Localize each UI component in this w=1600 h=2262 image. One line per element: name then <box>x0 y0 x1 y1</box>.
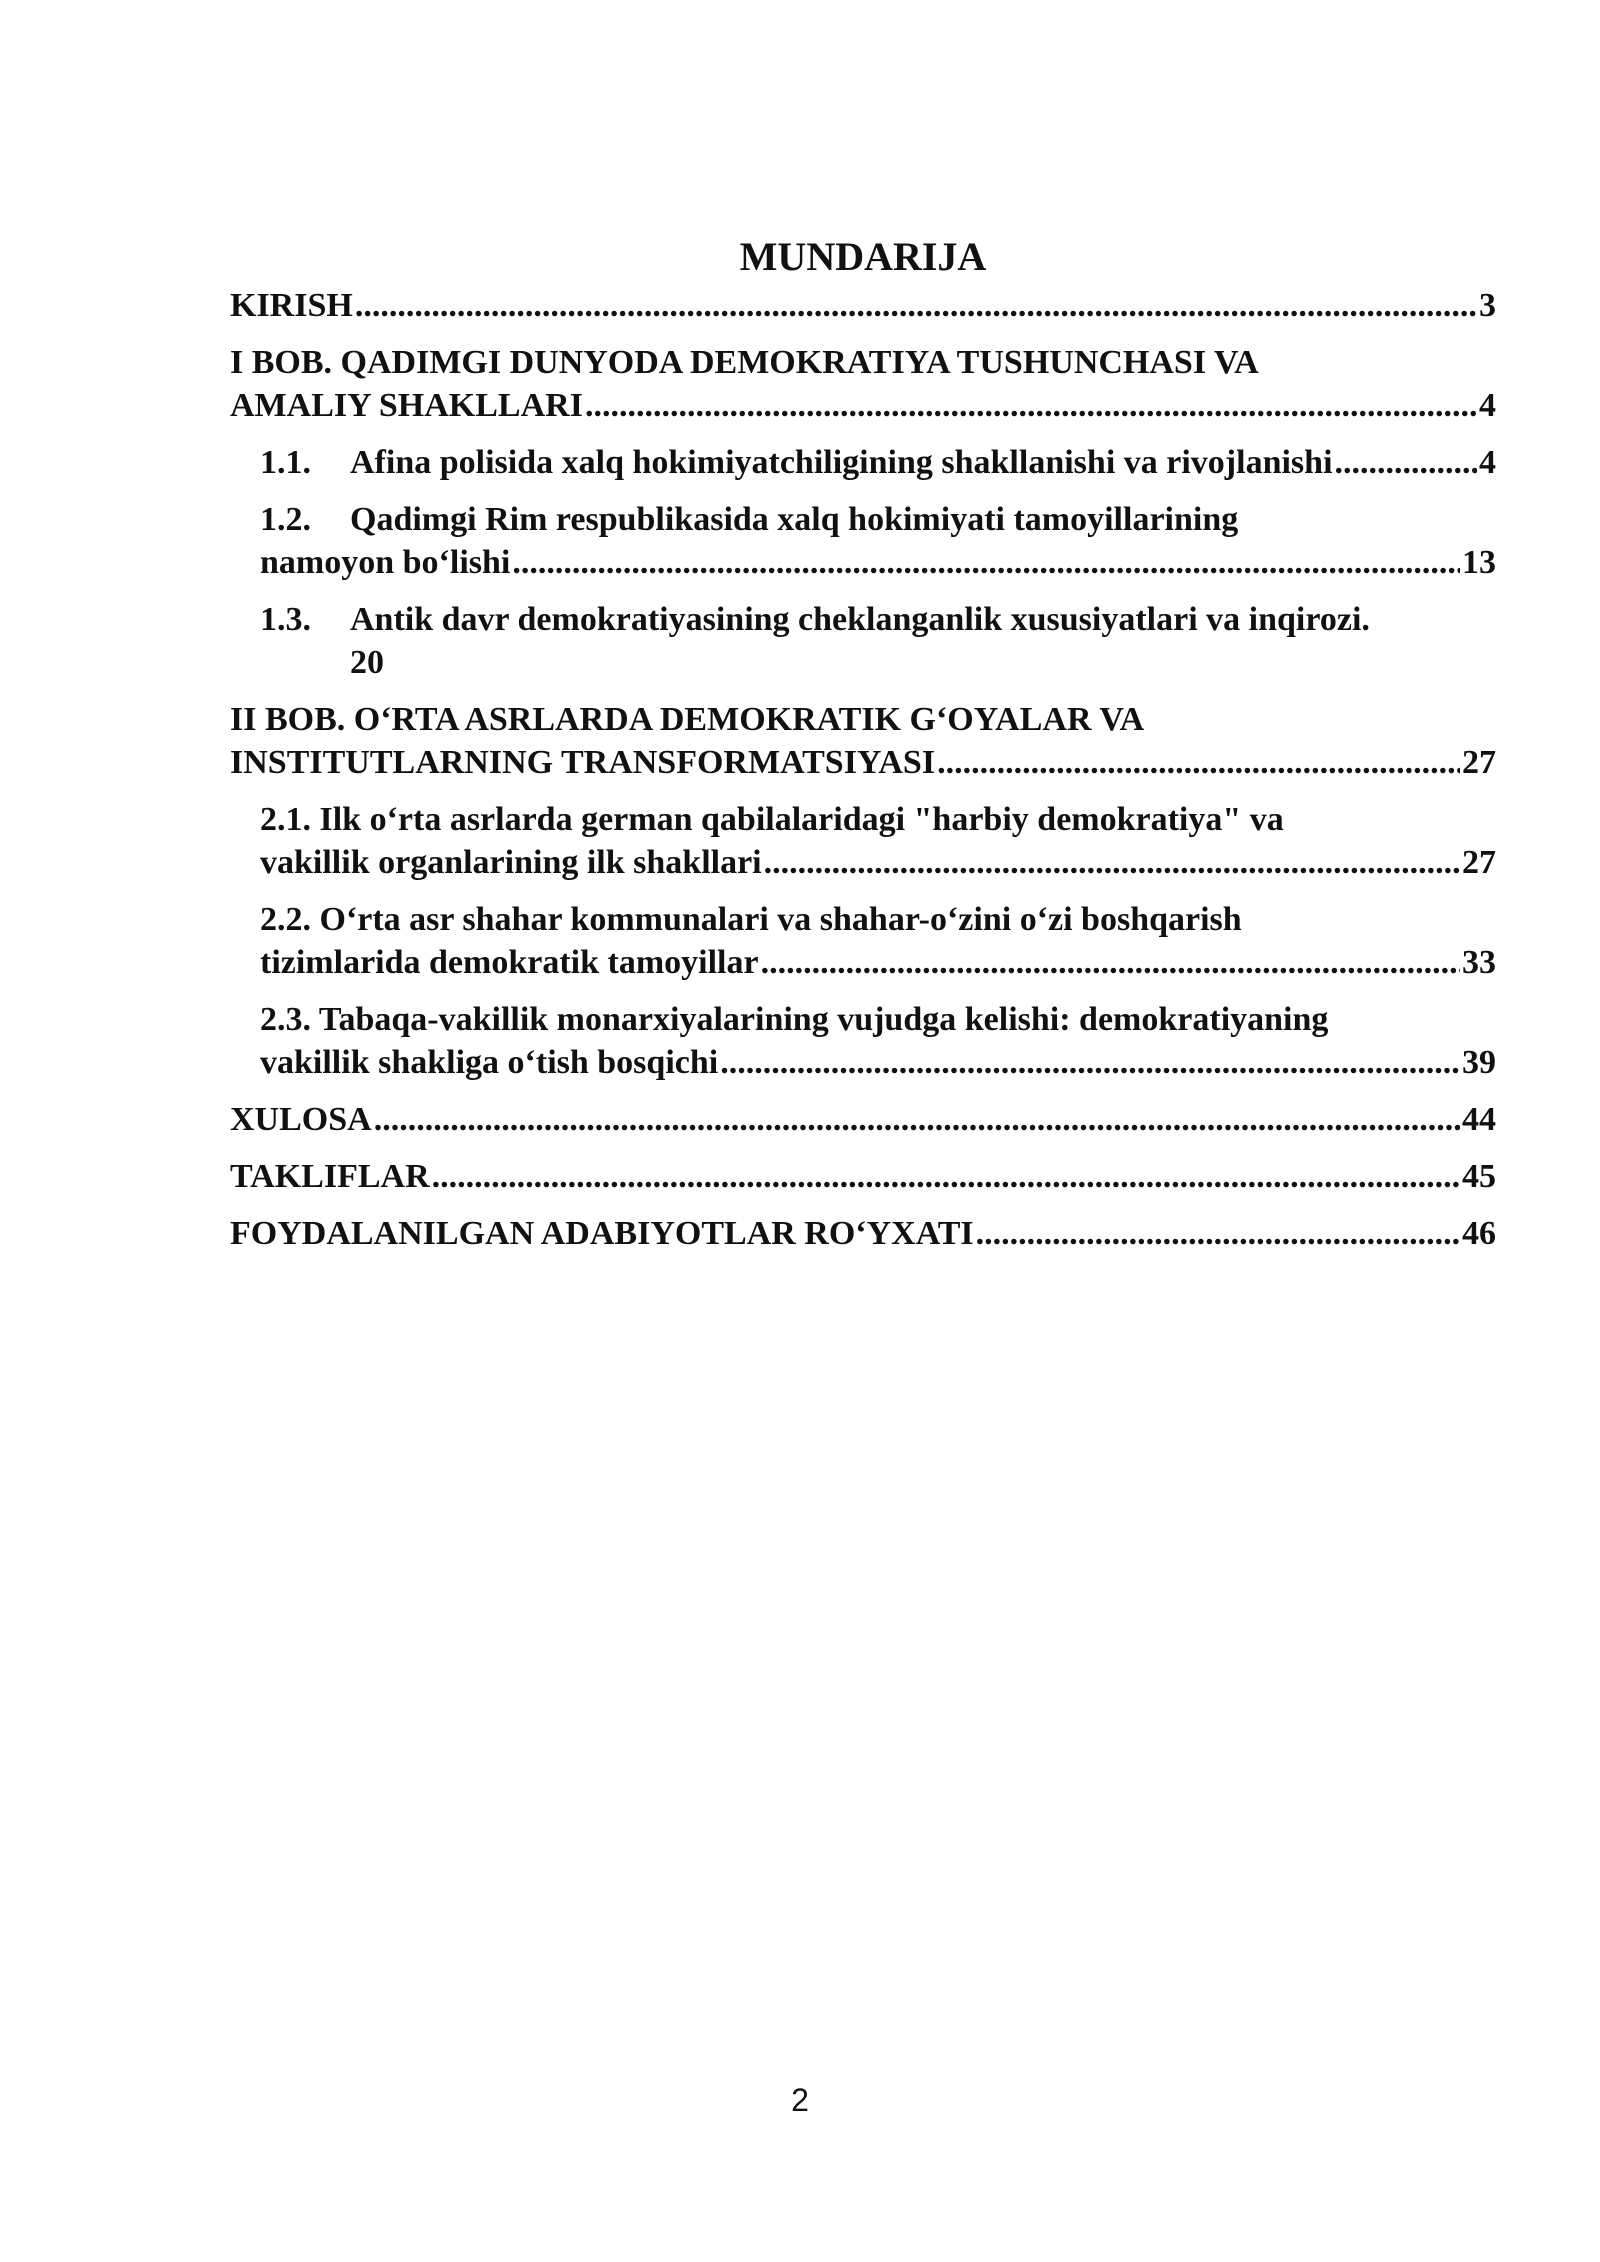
toc-entry-text: FOYDALANILGAN ADABIYOTLAR RO‘YXATI <box>230 1215 974 1252</box>
toc-page-number: 46 <box>1462 1215 1496 1252</box>
toc-entry-section-1-1 <box>230 441 1496 484</box>
toc-page-number: 4 <box>1479 387 1496 424</box>
section-number: 1.1. <box>260 444 311 481</box>
toc-page-number: 39 <box>1462 1044 1496 1081</box>
dot-leader <box>1335 441 1477 484</box>
toc-page-number: 3 <box>1479 287 1496 324</box>
toc-entry-text: Afina polisida xalq hokimiyatchiligining shakllanishi va rivojlanishi <box>350 444 1333 481</box>
dot-leader <box>761 941 1460 984</box>
toc-page-number: 45 <box>1462 1158 1496 1195</box>
toc-entry-text-line: Qadimgi Rim respublikasida xalq hokimiyati tamoyillarining <box>350 501 1239 538</box>
toc-page-number: 33 <box>1462 944 1496 981</box>
section-number: 1.3. <box>260 601 311 638</box>
toc-entry-text-line: vakillik shakliga o‘tish bosqichi <box>260 1044 719 1081</box>
dot-leader <box>720 1041 1460 1084</box>
toc-entry-chapter-1 <box>230 341 1496 427</box>
toc-entry-text-line: 2.2. O‘rta asr shahar kommunalari va shahar-o‘zini o‘zi boshqarish <box>260 901 1242 938</box>
toc-entry-text: Antik davr demokratiyasining cheklanganlik xususiyatlari va inqirozi. <box>350 601 1370 638</box>
toc-entry-text-line: namoyon bo‘lishi <box>260 544 511 581</box>
toc-entry-section-2-1 <box>230 798 1496 884</box>
dot-leader <box>976 1212 1460 1255</box>
dot-leader <box>432 1155 1460 1198</box>
toc-entry-text-line: 2.1. Ilk o‘rta asrlarda german qabilalaridagi "harbiy demokratiya" va <box>260 801 1284 838</box>
toc-entry-adabiyotlar <box>230 1212 1496 1255</box>
toc-page-number: 20 <box>350 644 384 681</box>
toc-entry-text-line: AMALIY SHAKLLARI <box>230 387 583 424</box>
dot-leader <box>585 384 1477 427</box>
toc-page-number: 27 <box>1462 744 1496 781</box>
toc-entry-xulosa <box>230 1098 1496 1141</box>
toc-page-number: 44 <box>1462 1101 1496 1138</box>
toc-entry-section-1-2 <box>230 498 1496 584</box>
page-footer-number: 2 <box>791 2082 809 2118</box>
toc-entry-text-line: 2.3. Tabaqa-vakillik monarxiyalarining vujudga kelishi: demokratiyaning <box>260 1001 1329 1038</box>
table-of-contents <box>230 232 1496 1269</box>
toc-entry-takliflar <box>230 1155 1496 1198</box>
section-number: 1.2. <box>260 501 311 538</box>
dot-leader <box>764 841 1460 884</box>
toc-entry-text: KIRISH <box>230 287 353 324</box>
dot-leader <box>374 1098 1460 1141</box>
toc-entry-text-line: I BOB. QADIMGI DUNYODA DEMOKRATIYA TUSHUNCHASI VA <box>230 344 1259 381</box>
toc-entry-section-2-3 <box>230 998 1496 1084</box>
toc-entry-text-line: INSTITUTLARNING TRANSFORMATSIYASI <box>230 744 936 781</box>
toc-page-number: 27 <box>1462 844 1496 881</box>
toc-title: MUNDARIJA <box>739 234 987 279</box>
toc-entry-text-line: II BOB. O‘RTA ASRLARDA DEMOKRATIK G‘OYALAR VA <box>230 701 1145 738</box>
toc-entry-text: TAKLIFLAR <box>230 1158 430 1195</box>
toc-page-number: 4 <box>1479 444 1496 481</box>
toc-entry-section-1-3 <box>230 598 1496 684</box>
toc-page-number: 13 <box>1462 544 1496 581</box>
toc-entry-text: XULOSA <box>230 1101 372 1138</box>
toc-entry-text-line: vakillik organlarining ilk shakllari <box>260 844 762 881</box>
dot-leader <box>937 741 1460 784</box>
toc-entry-text-line: tizimlarida demokratik tamoyillar <box>260 944 759 981</box>
toc-entry-kirish <box>230 284 1496 327</box>
toc-entry-chapter-2 <box>230 698 1496 784</box>
toc-entry-section-2-2 <box>230 898 1496 984</box>
dot-leader <box>355 284 1477 327</box>
dot-leader <box>512 541 1460 584</box>
